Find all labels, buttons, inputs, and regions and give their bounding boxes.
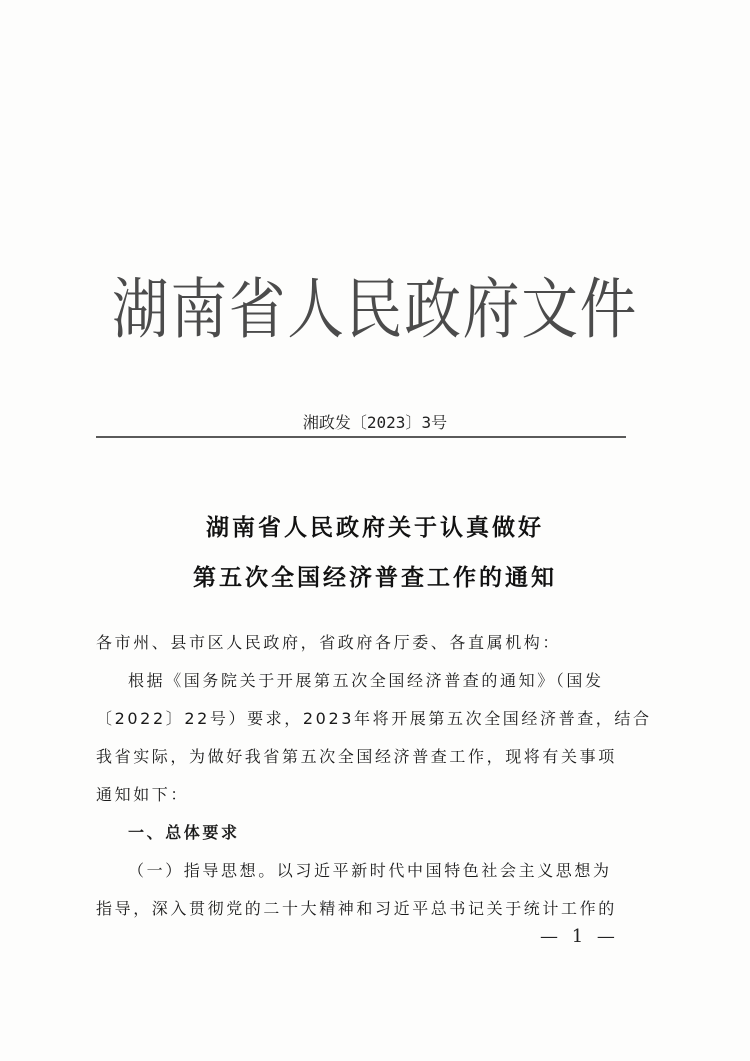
- header-divider: [96, 436, 626, 438]
- recipients-line: 各市州、县市区人民政府，省政府各厅委、各直属机构：: [96, 633, 562, 652]
- document-header-title: 湖南省人民政府文件: [111, 271, 639, 348]
- paragraph-line: （一）指导思想。以习近平新时代中国特色社会主义思想为: [128, 861, 612, 880]
- notice-title-line1: 湖南省人民政府关于认真做好: [206, 514, 544, 541]
- document-number: 湘政发〔2023〕3号: [302, 413, 448, 432]
- section-heading: 一、总体要求: [128, 823, 240, 842]
- notice-title-line2: 第五次全国经济普查工作的通知: [193, 564, 557, 591]
- paragraph-line: 我省实际，为做好我省第五次全国经济普查工作，现将有关事项: [96, 747, 617, 766]
- paragraph-line: 通知如下：: [96, 785, 190, 804]
- paragraph-line: 〔2022〕22号）要求，2023年将开展第五次全国经济普查，结合: [96, 709, 652, 728]
- page-number: — 1 —: [540, 926, 619, 947]
- paragraph-line: 根据《国务院关于开展第五次全国经济普查的通知》（国发: [128, 671, 604, 690]
- paragraph-line: 指导，深入贯彻党的二十大精神和习近平总书记关于统计工作的: [96, 899, 617, 918]
